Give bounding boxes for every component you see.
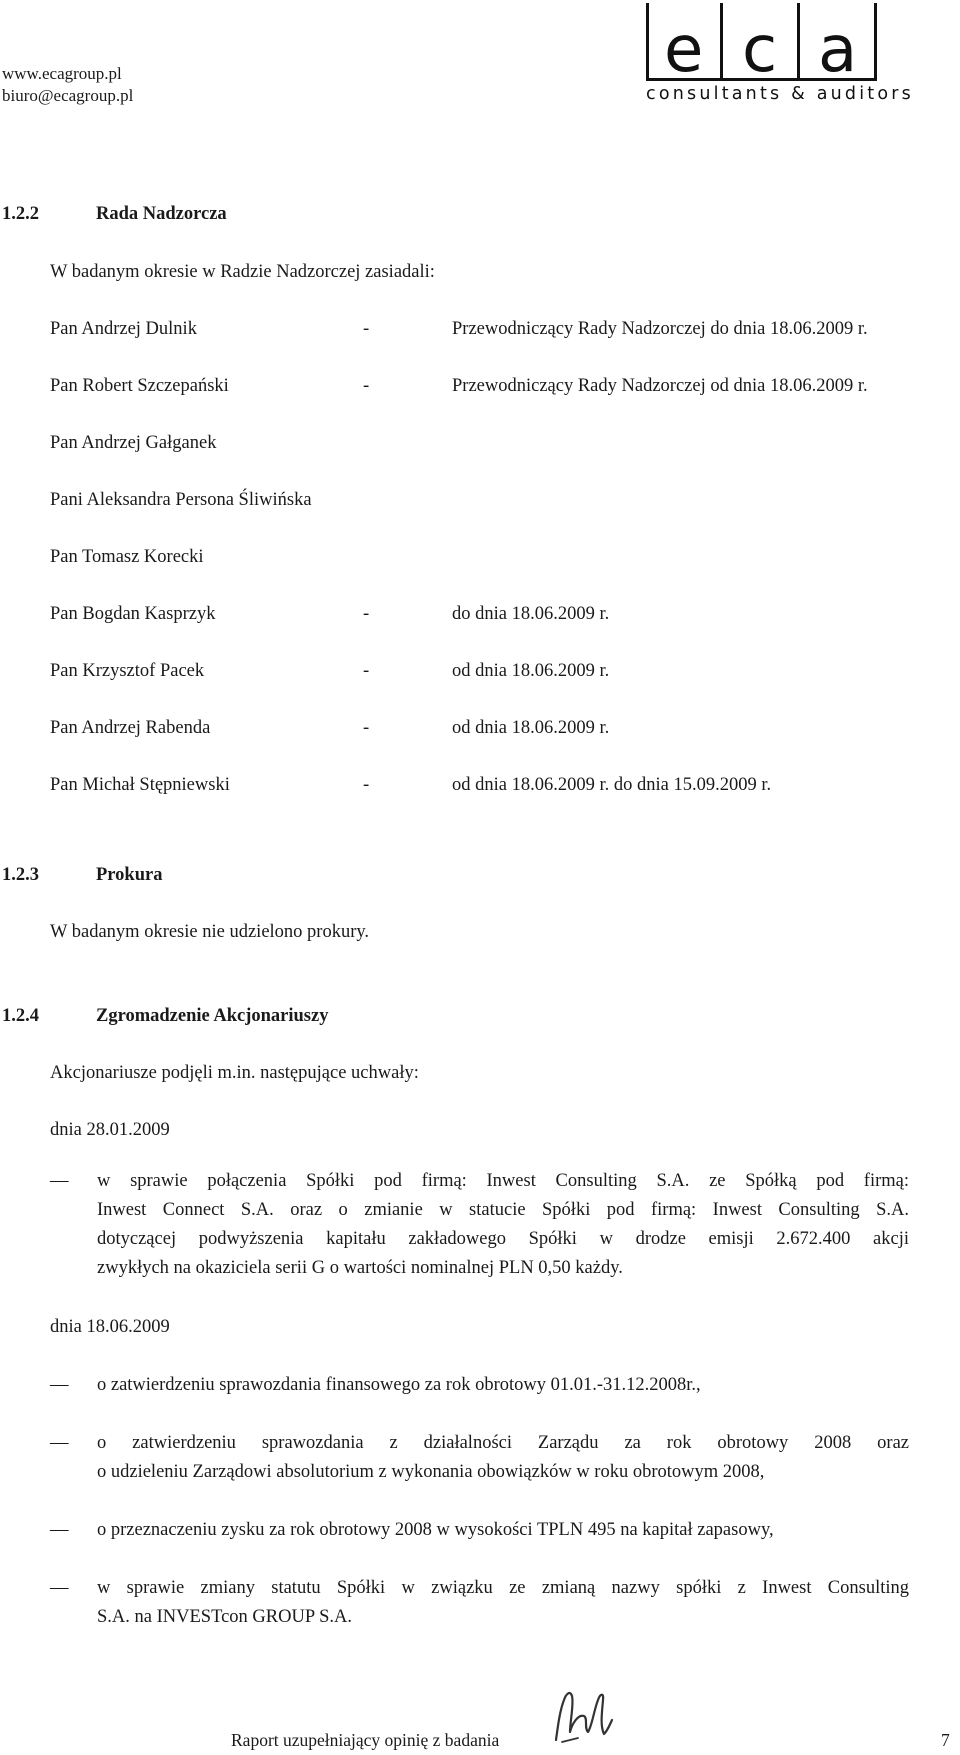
resolution-date: dnia 28.01.2009	[50, 1120, 170, 1140]
member-note: Przewodniczący Rady Nadzorczej do dnia 18.06.2009 r.	[452, 319, 868, 339]
resolution-line: w sprawie zmiany statutu Spółki w związku ze zmianą nazwy spółki z Inwest Consulting	[97, 1578, 909, 1598]
section-title-zgromadzenie: Zgromadzenie Akcjonariuszy	[96, 1006, 329, 1026]
footer-report-title: Raport uzupełniający opinię z badania	[231, 1730, 500, 1750]
prokura-text: W badanym okresie nie udzielono prokury.	[50, 922, 370, 942]
signature-mark	[548, 1670, 618, 1750]
dash-bullet: —	[50, 1578, 69, 1598]
member-name: Pan Andrzej Rabenda	[50, 718, 211, 738]
resolution-line: zwykłych na okaziciela serii G o wartości nominalnej PLN 0,50 każdy.	[97, 1258, 623, 1278]
email-link[interactable]: biuro@ecagroup.pl	[2, 86, 134, 105]
member-note: do dnia 18.06.2009 r.	[452, 604, 610, 624]
member-note: Przewodniczący Rady Nadzorczej od dnia 18.06.2009 r.	[452, 376, 868, 396]
dash-bullet: —	[50, 1520, 69, 1540]
member-name: Pan Andrzej Dulnik	[50, 319, 197, 339]
logo-letter-a: a	[818, 13, 858, 87]
member-dash: -	[363, 604, 370, 624]
resolution-line: S.A. na INVESTcon GROUP S.A.	[97, 1607, 352, 1627]
resolution-line: Inwest Connect S.A. oraz o zmianie w statucie Spółki pod firmą: Inwest Consulting S.A.	[97, 1200, 909, 1220]
member-name: Pan Bogdan Kasprzyk	[50, 604, 216, 624]
resolution-line: dotyczącej podwyższenia kapitału zakładowego Spółki w drodze emisji 2.672.400 akcji	[97, 1229, 909, 1249]
member-name: Pani Aleksandra Persona Śliwińska	[50, 490, 312, 510]
resolution-line: o zatwierdzeniu sprawozdania finansowego za rok obrotowy 01.01.-31.12.2008r.,	[97, 1375, 701, 1395]
logo-letter-e: e	[664, 13, 704, 87]
logo-tagline: consultants & auditors	[646, 84, 914, 104]
section-number-1-2-2: 1.2.2	[2, 204, 39, 224]
section-title-prokura: Prokura	[96, 865, 163, 885]
resolution-line: o przeznaczeniu zysku za rok obrotowy 2008 w wysokości TPLN 495 na kapitał zapasowy,	[97, 1520, 774, 1540]
member-name: Pan Andrzej Gałganek	[50, 433, 217, 453]
member-name: Pan Michał Stępniewski	[50, 775, 230, 795]
member-note: od dnia 18.06.2009 r. do dnia 15.09.2009 r.	[452, 775, 772, 795]
resolution-line: o zatwierdzeniu sprawozdania z działalności Zarządu za rok obrotowy 2008 oraz	[97, 1433, 909, 1453]
resolution-date: dnia 18.06.2009	[50, 1317, 170, 1337]
member-name: Pan Tomasz Korecki	[50, 547, 204, 567]
page-number: 7	[941, 1730, 950, 1750]
resolution-line: w sprawie połączenia Spółki pod firmą: Inwest Consulting S.A. ze Spółką pod firmą:	[97, 1171, 909, 1191]
resolution-line: o udzieleniu Zarządowi absolutorium z wykonania obowiązków w roku obrotowym 2008,	[97, 1462, 765, 1482]
member-dash: -	[363, 661, 370, 681]
member-dash: -	[363, 376, 370, 396]
member-note: od dnia 18.06.2009 r.	[452, 718, 610, 738]
section-number-1-2-4: 1.2.4	[2, 1006, 39, 1026]
member-note: od dnia 18.06.2009 r.	[452, 661, 610, 681]
dash-bullet: —	[50, 1171, 69, 1191]
member-dash: -	[363, 319, 370, 339]
board-intro: W badanym okresie w Radzie Nadzorczej zasiadali:	[50, 262, 435, 282]
section-title-rada-nadzorcza: Rada Nadzorcza	[96, 204, 227, 224]
member-dash: -	[363, 718, 370, 738]
member-dash: -	[363, 775, 370, 795]
resolutions-intro: Akcjonariusze podjęli m.in. następujące uchwały:	[50, 1063, 419, 1083]
logo-letter-c: c	[742, 13, 778, 87]
member-name: Pan Robert Szczepański	[50, 376, 229, 396]
dash-bullet: —	[50, 1375, 69, 1395]
dash-bullet: —	[50, 1433, 69, 1453]
website-link[interactable]: www.ecagroup.pl	[2, 64, 122, 83]
section-number-1-2-3: 1.2.3	[2, 865, 39, 885]
member-name: Pan Krzysztof Pacek	[50, 661, 205, 681]
